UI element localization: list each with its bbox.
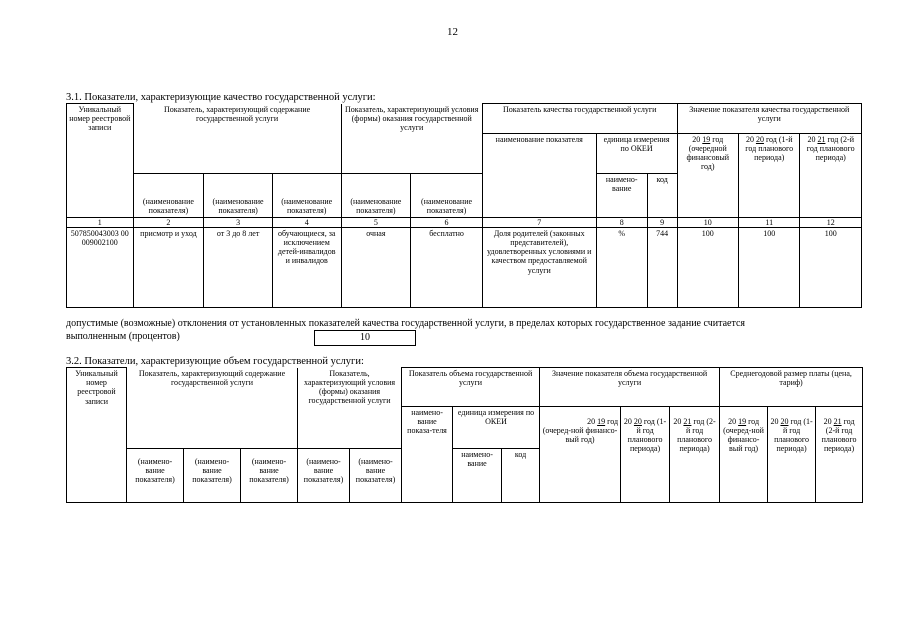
header-year-2021: 20 21 год (2-й год планового периода) [800, 133, 862, 217]
header-unique-number: Уникальный номер реестровой записи [67, 104, 134, 218]
col-num: 2 [133, 217, 204, 227]
header-unit-name: наимено-вание [453, 448, 502, 502]
header-content: Показатель, характеризующий содержание государственной услуги [133, 104, 341, 134]
section-3-2-title: 3.2. Показатели, характеризующие объем государственной услуги: [66, 356, 364, 367]
col-num: 7 [482, 217, 596, 227]
header-conditions: Показатель, характеризующий условия (формы) оказания государственной услуги [298, 368, 402, 407]
header-indicator-name: наименование показателя [482, 133, 596, 217]
subheader-name-5: (наимено-вание показателя) [350, 448, 402, 502]
header-volume-2021: 20 21 год (2-й год планового периода) [670, 406, 720, 502]
header-unit: единица измерения по ОКЕИ [596, 133, 677, 173]
header-content: Показатель, характеризующий содержание государственной услуги [127, 368, 298, 407]
col-num: 5 [341, 217, 411, 227]
col-num: 12 [800, 217, 862, 227]
cell-condition-2: бесплатно [411, 227, 483, 307]
column-numbers-row [67, 217, 862, 227]
header-conditions: Показатель, характеризующий условия (формы) оказания государственной услуги [341, 104, 482, 134]
col-num: 6 [411, 217, 483, 227]
deviation-value-box: 10 [314, 330, 416, 346]
subheader-name-3: (наименование показателя) [272, 173, 341, 217]
header-volume-indicator: Показатель объема государственной услуги [402, 368, 540, 407]
cell-indicator-name: Доля родителей (законных представителей), удовлетворенных условиями и качеством предоставляемой услуги [482, 227, 596, 307]
col-num: 1 [67, 217, 134, 227]
subheader-name-1: (наименование показателя) [133, 173, 204, 217]
header-unit: единица измерения по ОКЕИ [453, 406, 540, 448]
col-num: 3 [204, 217, 273, 227]
header-quality-indicator: Показатель качества государственной услуги [482, 104, 677, 134]
section-3-1-title: 3.1. Показатели, характеризующие качество государственной услуги: [66, 92, 376, 103]
header-year-2019: 20 19 год (очередной финансовый год) [677, 133, 738, 217]
col-num: 11 [738, 217, 799, 227]
deviation-text: допустимые (возможные) отклонения от установленных показателей качества государственной услуги, в пределах которых государственное задание считается выполненным (процентов) [66, 318, 746, 342]
header-volume-value: Значение показателя объема государственной услуги [540, 368, 720, 407]
header-unique-number: Уникальный номер реестровой записи [67, 368, 127, 503]
header-unit-name: наимено-вание [596, 173, 647, 217]
header-code: код [647, 173, 677, 217]
subheader-name-3: (наимено-вание показателя) [241, 448, 298, 502]
header-volume-name: наимено-вание показа-теля [402, 406, 453, 502]
cell-content-3: обучающиеся, за исключением детей-инвалидов и инвалидов [272, 227, 341, 307]
subheader-name-1: (наимено-вание показателя) [127, 448, 184, 502]
volume-table [66, 367, 863, 503]
subheader-name-2: (наимено-вание показателя) [184, 448, 241, 502]
subheader-name-4: (наимено-вание показателя) [298, 448, 350, 502]
subheader-name-4: (наименование показателя) [341, 173, 411, 217]
header-code: код [502, 448, 540, 502]
cell-value-2019: 100 [677, 227, 738, 307]
subheader-name-5: (наименование показателя) [411, 173, 483, 217]
col-num: 8 [596, 217, 647, 227]
header-fee: Среднегодовой размер платы (цена, тариф) [720, 368, 863, 407]
cell-value-2020: 100 [738, 227, 799, 307]
cell-value-2021: 100 [800, 227, 862, 307]
cell-content-1: присмотр и уход [133, 227, 204, 307]
cell-unique-number: 507850043003 00009002100 [67, 227, 134, 307]
subheader-name-2: (наименование показателя) [204, 173, 273, 217]
cell-content-2: от 3 до 8 лет [204, 227, 273, 307]
col-num: 10 [677, 217, 738, 227]
col-num: 9 [647, 217, 677, 227]
table-row [67, 227, 862, 307]
header-quality-value: Значение показателя качества государственной услуги [677, 104, 861, 134]
header-year-2020: 20 20 год (1-й год планового периода) [738, 133, 799, 217]
cell-unit-code: 744 [647, 227, 677, 307]
header-fee-2021: 20 21 год (2-й год планового периода) [816, 406, 863, 502]
header-volume-2019: 20 19 год (очеред-ной финансо-вый год) [540, 406, 621, 502]
header-volume-2020: 20 20 год (1-й год планового периода) [621, 406, 670, 502]
cell-unit-name: % [596, 227, 647, 307]
header-fee-2019: 20 19 год (очеред-ной финансо-вый год) [720, 406, 768, 502]
col-num: 4 [272, 217, 341, 227]
page-number: 12 [447, 26, 458, 38]
quality-table [66, 103, 862, 308]
cell-condition-1: очная [341, 227, 411, 307]
header-fee-2020: 20 20 год (1-й год планового периода) [768, 406, 816, 502]
